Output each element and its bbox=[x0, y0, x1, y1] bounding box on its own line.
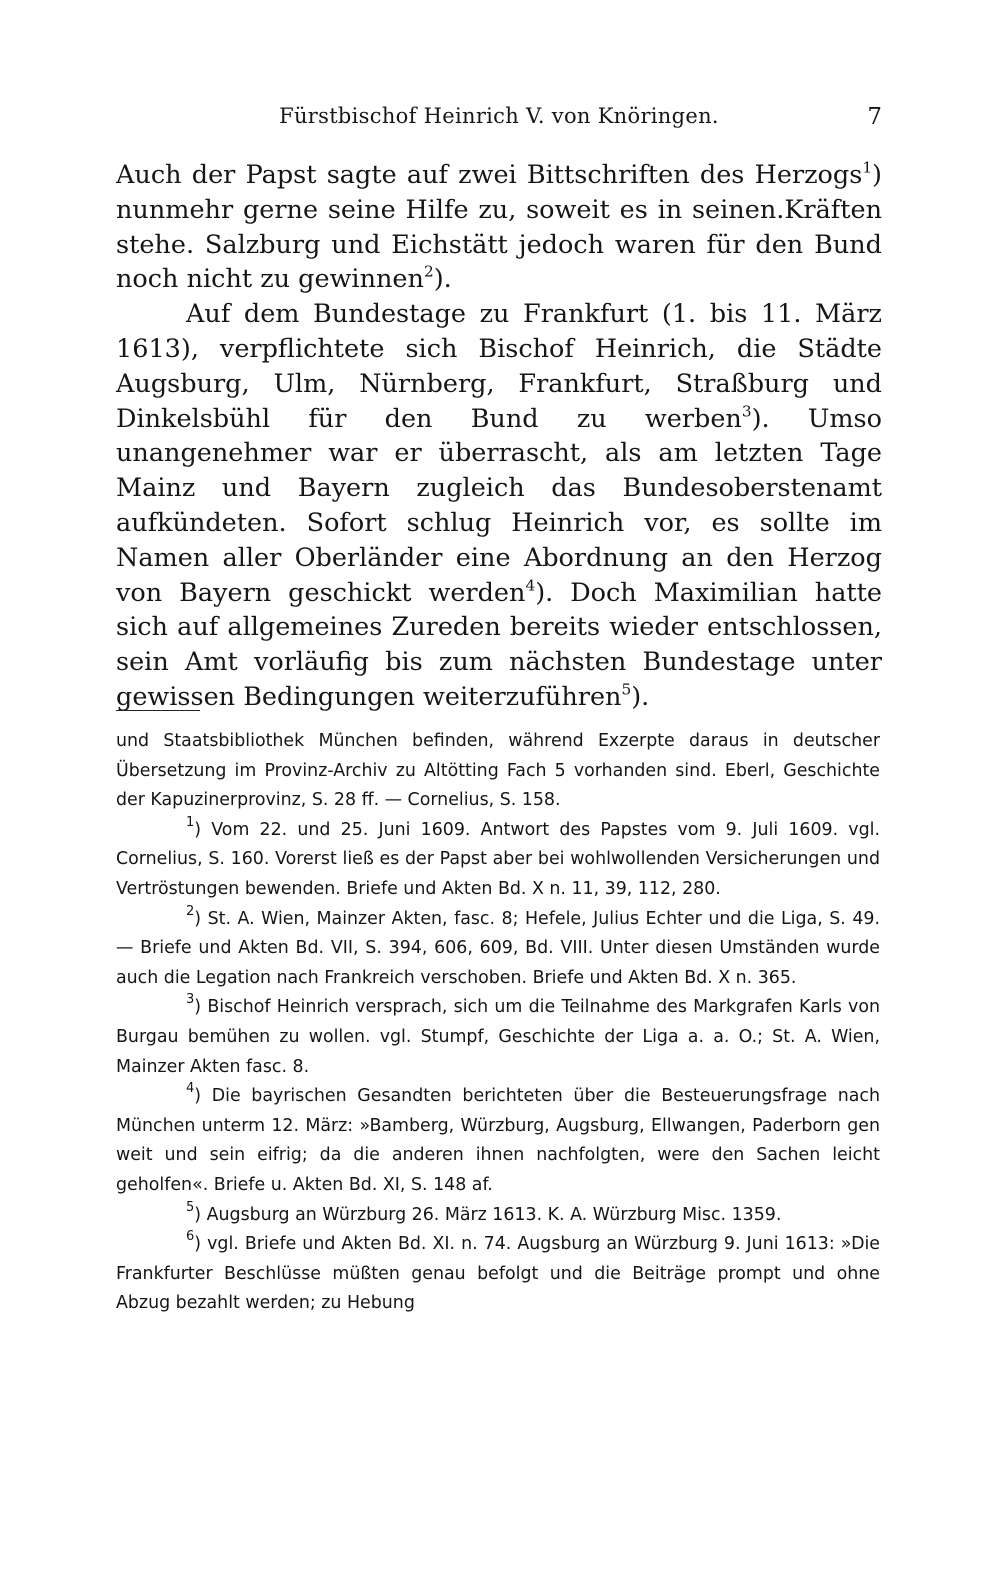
paragraph-2-text-b: ). Umso unangenehmer war er überrascht, als am letzten Tage Mainz und Bayern zugleich das Bundesoberstenamt aufkündeten. Sofort schlug Heinrich vor, es sollte im Namen aller Oberländer eine Abordnung an den Herzog von Bayern geschickt werden bbox=[116, 403, 882, 608]
running-title: Fürstbischof Heinrich V. von Knöringen. bbox=[279, 104, 719, 128]
footnote-2 bbox=[116, 905, 880, 994]
paragraph-2-text-c: ). Doch Maximilian hatte sich auf allgemeines Zureden bereits wieder entschlossen, sein Amt vorläufig bis zum nächsten Bundestage unter gewissen Bedingungen weiterzuführen bbox=[116, 577, 882, 712]
paragraph-1 bbox=[116, 158, 882, 297]
footnote-3-text: ) Bischof Heinrich versprach, sich um die Teilnahme des Markgrafen Karls von Burgau bemühen zu wollen. vgl. Stumpf, Geschichte der Liga a. a. O.; St. A. Wien, Mainzer Akten fasc. 8. bbox=[116, 997, 880, 1077]
paragraph-2-text-a: Auf dem Bundestage zu Frankfurt (1. bis 11. März 1613), verpflichtete sich Bischof Heinrich, die Städte Augsburg, Ulm, Nürnberg, Frankfurt, Straßburg und Dinkelsbühl für den Bund zu werben bbox=[116, 299, 882, 434]
footnote-separator bbox=[116, 710, 200, 711]
footnote-4 bbox=[116, 1082, 880, 1200]
footnote-5-text: ) Augsburg an Würzburg 26. März 1613. K. A. Würzburg Misc. 1359. bbox=[194, 1204, 782, 1225]
footnote-3-mark: 3 bbox=[186, 992, 195, 1008]
paragraph-2 bbox=[116, 297, 882, 715]
footnote-ref-2: 2 bbox=[423, 262, 434, 281]
footnote-5 bbox=[116, 1201, 880, 1231]
footnote-ref-5: 5 bbox=[621, 680, 632, 699]
footnote-6-text: ) vgl. Briefe und Akten Bd. XI. n. 74. Augsburg an Würzburg 9. Juni 1613: »Die Frankfurter Beschlüsse müßten genau befolgt und die Beiträge prompt und ohne Abzug bezahlt werden; zu Hebung bbox=[116, 1234, 880, 1314]
footnote-1-text: ) Vom 22. und 25. Juni 1609. Antwort des Papstes vom 9. Juli 1609. vgl. Cornelius, S. 160. Vorerst ließ es der Papst aber bei wohlwollenden Versicherungen und Vertröstungen bewenden. Briefe und Akten Bd. X n. 11, 39, 112, 280. bbox=[116, 819, 880, 899]
footnote-continuation: und Staatsbibliothek München befinden, während Exzerpte daraus in deutscher Übersetzung im Provinz-Archiv zu Altötting Fach 5 vorhanden sind. Eberl, Geschichte der Kapuzinerprovinz, S. 28 ff. — Cornelius, S. 158. bbox=[116, 731, 880, 811]
paragraph-1-text-a: Auch der Papst sagte auf zwei Bittschriften des Herzogs bbox=[116, 160, 863, 190]
paragraph-2-text-d: ). bbox=[631, 681, 650, 712]
paragraph-1-text-b: ) nunmehr gerne seine Hilfe zu, soweit es in seinen.Kräften stehe. Salzburg und Eichstätt jedoch waren für den Bund noch nicht zu gewinnen bbox=[116, 160, 882, 295]
footnote-1 bbox=[116, 816, 880, 905]
footnote-ref-1: 1 bbox=[862, 158, 873, 177]
footnote-5-mark: 5 bbox=[186, 1199, 195, 1215]
footnote-ref-3: 3 bbox=[741, 401, 752, 420]
footnote-3 bbox=[116, 993, 880, 1082]
footnote-2-text: ) St. A. Wien, Mainzer Akten, fasc. 8; Hefele, Julius Echter und die Liga, S. 49. — Briefe und Akten Bd. VII, S. 394, 606, 609, Bd. VIII. Unter diesen Umständen wurde auch die Legation nach Frankreich verschoben. Briefe und Akten Bd. X n. 365. bbox=[116, 908, 880, 988]
footnote-6-mark: 6 bbox=[186, 1228, 195, 1244]
footnote-4-text: ) Die bayrischen Gesandten berichteten über die Besteuerungsfrage nach München unterm 12. März: »Bamberg, Würzburg, Augsburg, Ellwangen, Paderborn gen weit und sein eifrig; da die anderen ihnen nachfolgten, were den Sachen leicht geholfen«. Briefe u. Akten Bd. XI, S. 148 af. bbox=[116, 1086, 880, 1195]
footnote-1-mark: 1 bbox=[186, 814, 195, 830]
page-number: 7 bbox=[867, 104, 882, 130]
footnote-4-mark: 4 bbox=[186, 1081, 195, 1096]
footnote-2-mark: 2 bbox=[186, 903, 195, 919]
footnote-6 bbox=[116, 1230, 880, 1319]
footnote-ref-4: 4 bbox=[525, 575, 536, 594]
page-header bbox=[116, 104, 882, 134]
footnotes bbox=[116, 727, 880, 1319]
paragraph-1-text-c: ). bbox=[433, 264, 452, 295]
main-text bbox=[116, 158, 882, 715]
